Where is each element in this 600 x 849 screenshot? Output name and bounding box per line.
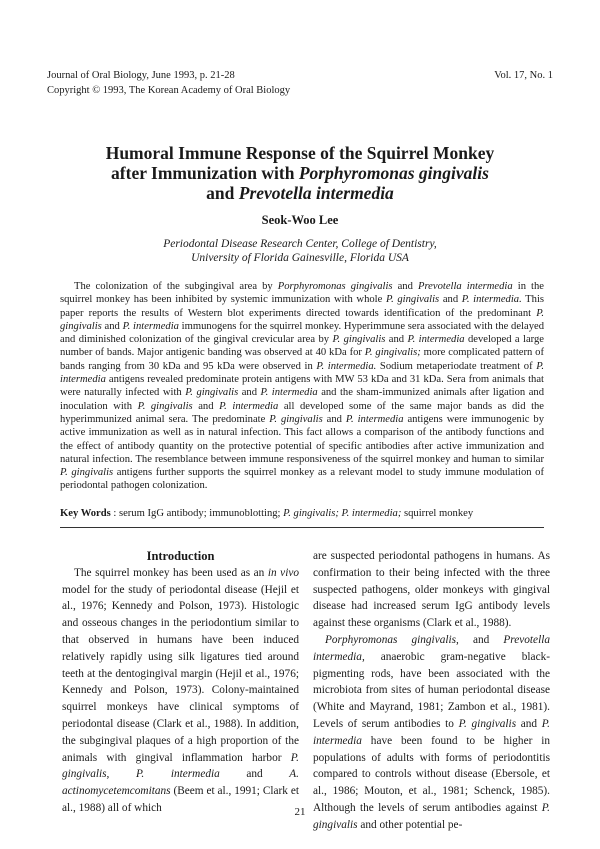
italic-term: P. intermedia; bbox=[341, 508, 402, 519]
text-run: and bbox=[392, 281, 418, 292]
divider bbox=[60, 527, 544, 528]
text-run: This paper reports the results of Western blot experiments directed towards identification of the predominant bbox=[60, 294, 545, 319]
article-title bbox=[40, 143, 560, 203]
italic-term: P. intermedia bbox=[60, 360, 544, 386]
intro-paragraph bbox=[62, 565, 299, 817]
italic-term: P. gingivalis bbox=[185, 387, 239, 399]
text-run: in the squirrel monkey has been inhibited by systemic immunization with whole bbox=[60, 281, 544, 306]
right-column bbox=[313, 548, 550, 834]
italic-term: A. actinomycetemcomitans bbox=[62, 768, 299, 798]
section-heading: Introduction bbox=[146, 549, 215, 563]
left-column bbox=[62, 548, 299, 817]
italic-term: P. intermedia bbox=[407, 334, 465, 346]
intro-paragraph bbox=[313, 632, 550, 834]
title-species: Prevotella intermedia bbox=[238, 183, 394, 203]
italic-term: P. intermedia bbox=[313, 717, 550, 747]
abstract bbox=[60, 280, 544, 493]
title-line-3 bbox=[40, 183, 560, 203]
journal-header bbox=[47, 68, 290, 98]
title-line-2 bbox=[40, 163, 560, 183]
page-number: 21 bbox=[294, 806, 306, 818]
italic-term: P. intermedia bbox=[219, 400, 279, 412]
text-run: The squirrel monkey has been used as an bbox=[74, 566, 268, 579]
italic-term: P. gingivalis bbox=[269, 413, 323, 425]
text-run: and bbox=[322, 413, 346, 425]
italic-term: P. gingivalis bbox=[458, 717, 517, 730]
italic-term: P. intermedia bbox=[260, 387, 318, 399]
italic-term: P. gingivalis bbox=[60, 467, 114, 479]
italic-term: in vivo bbox=[267, 566, 299, 579]
italic-term: P. intermedia bbox=[345, 413, 404, 425]
text-run: have been found to be higher in populations of adults with forms of periodontitis compared to controls without disease (Ebersole, et al., 1986; Mouton, et al., 1981; Schenck, 1985). Although the levels of serum antibodies against bbox=[313, 734, 550, 814]
italic-term: P. gingivalis bbox=[137, 400, 193, 412]
text-run: and bbox=[458, 633, 504, 646]
italic-term: P. gingivalis bbox=[332, 334, 386, 346]
text-run: (Beem et al., 1991; Clark et al., 1988) all of which bbox=[62, 785, 299, 814]
title-text: after Immunization with bbox=[111, 163, 299, 183]
text-run: squirrel monkey bbox=[401, 508, 474, 519]
text-run: and other potential pe- bbox=[357, 818, 463, 831]
keywords-list bbox=[111, 508, 473, 519]
text-run: and bbox=[238, 387, 261, 399]
italic-term: P. intermedia. bbox=[461, 294, 522, 306]
affiliation-line-2: University of Florida Gainesville, Florida USA bbox=[191, 252, 409, 264]
title-text: and bbox=[206, 183, 239, 203]
journal-citation: Journal of Oral Biology, June 1993, p. 21-28 bbox=[47, 70, 235, 81]
text-run: and bbox=[101, 320, 123, 332]
italic-term: P. gingivalis; bbox=[364, 347, 421, 359]
text-run: and bbox=[439, 294, 462, 306]
text-run: and bbox=[385, 334, 408, 346]
text-run: immunogens for the squirrel monkey. Hyperimmune sera associated with the delayed and diminished colonization of the gingival crevicular area by bbox=[60, 320, 544, 346]
italic-term: P. gingivalis; bbox=[283, 508, 339, 519]
title-species: Porphyromonas gingivalis bbox=[298, 163, 489, 183]
text-run: and bbox=[516, 717, 542, 730]
affiliation bbox=[0, 237, 600, 265]
text-run: are suspected periodontal pathogens in humans. As confirmation to their being infected with the three suspected pathogens, older monkeys with gingival disease had increased serum IgG antibody levels against these organisms (Clark et al., 1988). bbox=[313, 550, 550, 630]
italic-term: Prevotella intermedia, bbox=[313, 633, 550, 663]
text-run: and bbox=[192, 400, 220, 412]
text-run: antigens were immunogenic by active immunization as well as in natural infection. This fact allows a comparison of the antibody functions and the effect of antibody quantity on the protective potential of specific antibodies after active immunization and natural infection. The resemblance between immune responsiveness of the squirrel monkey and human to similar bbox=[60, 413, 545, 465]
keywords-label: Key Words bbox=[60, 508, 111, 519]
text-run: and bbox=[219, 768, 290, 781]
text-run: developed a large number of bands. Major antigenic banding was observed at 40 kDa for bbox=[60, 334, 545, 359]
keywords bbox=[60, 507, 544, 520]
text-run: : serum IgG antibody; immunoblotting; bbox=[110, 508, 284, 519]
italic-term: Porphyromonas gingivalis bbox=[277, 281, 393, 292]
affiliation-line-1: Periodontal Disease Research Center, College of Dentistry, bbox=[163, 238, 437, 250]
text-run: model for the study of periodontal disease (Hejil et al., 1976; Kennedy and Polson, 1973). Histologic and osseous changes in the periodontium similar to that observed in humans have been induced relatively rapidly using silk ligatures tied around teeth at the dentogingival margin (Hejil et al., 1976; Kennedy and Polson, 1973). Colony-maintained squirrel monkeys have clinical symptoms of periodontal disease (Clark et al., 1988). In addition, the subgingival plaques of a high proportion of the animals with gingival inflammation harbor bbox=[62, 583, 299, 764]
author-name: Seok-Woo Lee bbox=[261, 213, 339, 227]
text-run: The colonization of the subgingival area by bbox=[74, 281, 278, 292]
italic-term: Prevotella intermedia bbox=[417, 281, 513, 292]
italic-term: P. gingivalis bbox=[313, 801, 550, 831]
intro-paragraph bbox=[313, 548, 550, 632]
italic-term: P. gingivalis bbox=[60, 307, 544, 332]
text-run: Sodium metaperiodate treatment of bbox=[376, 360, 537, 372]
text-run: all developed some of the same major bands as did the hyperimmunized animal sera. The predominate bbox=[60, 400, 545, 425]
copyright-line: Copyright © 1993, The Korean Academy of Oral Biology bbox=[47, 85, 291, 96]
text-run: anaerobic gram-negative black-pigmenting rods, have been associated with the microbiota from sites of human periodontal disease (White and Mayrand, 1981; Zambon et al., 1981). Levels of serum antibodies to bbox=[313, 650, 550, 730]
title-line-1: Humoral Immune Response of the Squirrel Monkey bbox=[105, 143, 495, 163]
text-run: more complicated pattern of bands ranging from 30 kDa and 95 kDa were observed in bbox=[60, 347, 544, 372]
italic-term: P. intermedia bbox=[122, 320, 179, 332]
text-run: antigens further supports the squirrel monkey as a relevant model to study immune modulation of periodontal pathogen colonization. bbox=[60, 467, 544, 492]
italic-term: P. gingivalis, P. intermedia bbox=[62, 751, 299, 781]
volume-label: Vol. 17, No. 1 bbox=[494, 70, 553, 81]
italic-term: P. gingivalis bbox=[385, 294, 440, 306]
italic-term: Porphyromonas gingivalis, bbox=[325, 633, 459, 646]
text-run: and the sham-immunized animals after ligation and inoculation with bbox=[60, 387, 544, 412]
italic-term: P. intermedia. bbox=[316, 360, 377, 372]
text-run: antigens revealed predominate protein antigens with MW 53 kDa and 31 kDa. Sera from animals that were naturally infected with bbox=[60, 374, 544, 399]
